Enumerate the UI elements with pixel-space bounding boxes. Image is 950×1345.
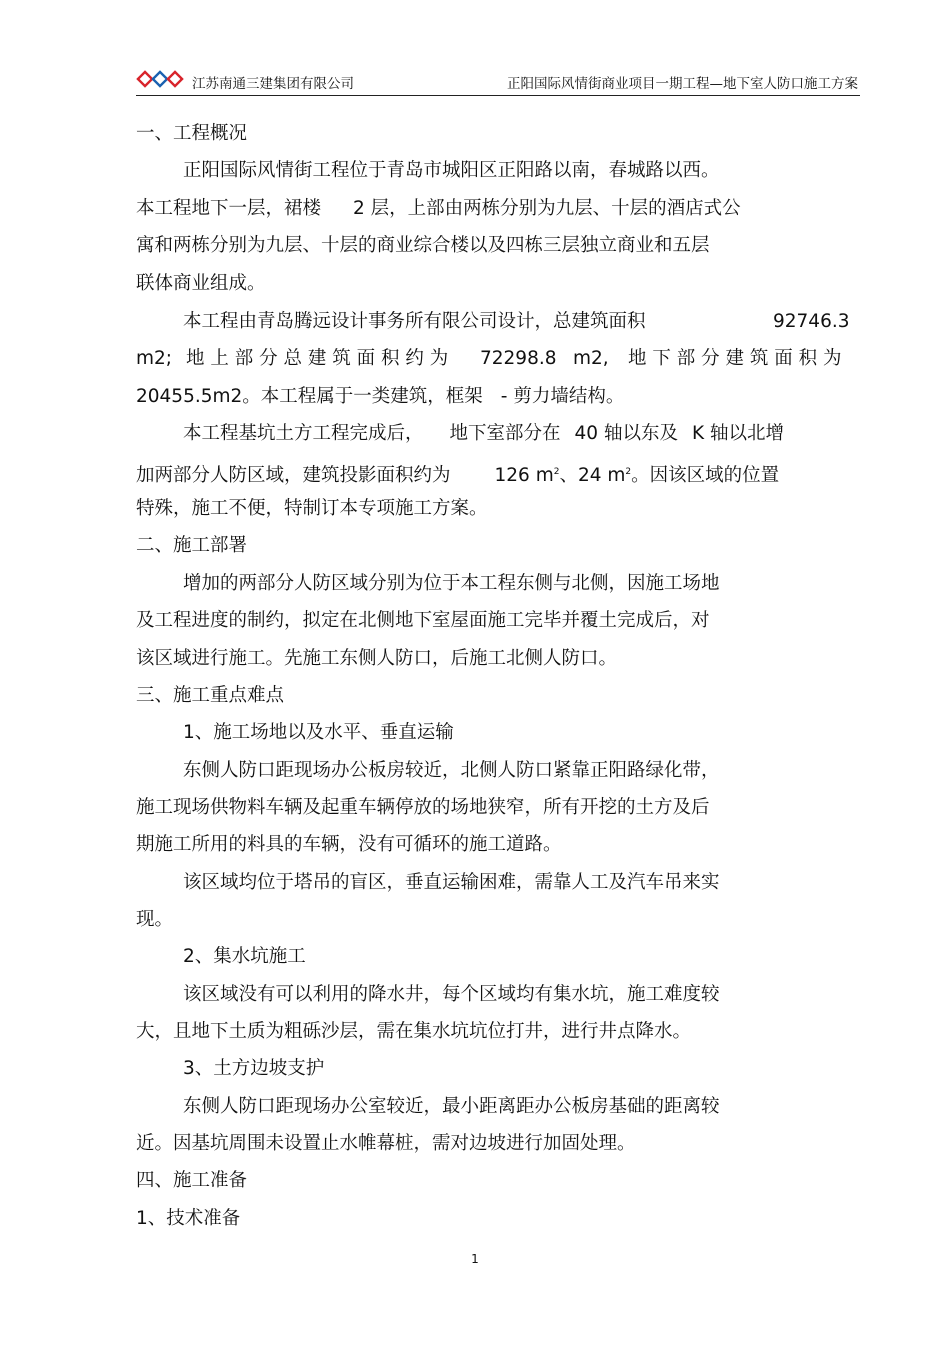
paragraph-line: 该区域均位于塔吊的盲区，垂直运输困难，需靠人工及汽车吊来实 [183,872,720,893]
section-heading-1: 一、工程概况 [136,123,248,144]
page-header [136,66,860,98]
subheading: 2、集水坑施工 [183,946,306,967]
paragraph-line: 及工程进度的制约，拟定在北侧地下室屋面施工完毕并覆土完成后，对 [136,610,710,631]
page-number: 1 [471,1252,479,1266]
company-name: 江苏南通三建集团有限公司 [192,76,354,92]
paragraph-line: 施工现场供物料车辆及起重车辆停放的场地狭窄，所有开挖的土方及后 [136,797,710,818]
paragraph-line: 现。 [136,909,174,930]
section-heading-2: 二、施工部署 [136,535,248,556]
subheading: 3、土方边坡支护 [183,1058,325,1079]
paragraph-line: 20455.5m2。本工程属于一类建筑，框架 - 剪力墙结构。 [136,386,625,407]
paragraph-line: 本工程由青岛腾远设计事务所有限公司设计，总建筑面积 [183,311,646,332]
paragraph-line: 近。因基坑周围未设置止水帷幕桩，需对边坡进行加固处理。 [136,1133,636,1154]
paragraph-line: 本工程地下一层，裙楼 2 层，上部由两栋分别为九层、十层的酒店式公 [136,198,741,219]
paragraph-line: 特殊，施工不便，特制订本专项施工方案。 [136,498,488,519]
paragraph-line: 东侧人防口距现场办公室较近，最小距离距办公板房基础的距离较 [183,1096,720,1117]
project-title: 正阳国际风情街商业项目一期工程—地下室人防口施工方案 [507,76,858,92]
paragraph-line: 大，且地下土质为粗砾沙层，需在集水坑坑位打井，进行井点降水。 [136,1021,692,1042]
company-logo [136,70,184,88]
section-heading-3: 三、施工重点难点 [136,685,285,706]
paragraph-line: 本工程基坑土方工程完成后， 地下室部分在 40 轴以东及 K 轴以北增 [183,423,784,444]
header-divider [136,95,860,96]
paragraph-line: 正阳国际风情街工程位于青岛市城阳区正阳路以南，春城路以西。 [183,160,720,181]
paragraph-line: 92746.3 [773,311,850,332]
section-heading-4: 四、施工准备 [136,1170,248,1191]
paragraph-line: 增加的两部分人防区域分别为位于本工程东侧与北侧，因施工场地 [183,573,720,594]
paragraph-line: 寓和两栋分别为九层、十层的商业综合楼以及四栋三层独立商业和五层 [136,235,710,256]
subheading: 1、技术准备 [136,1208,241,1229]
paragraph-line: m2; [136,348,173,369]
paragraph-line: 联体商业组成。 [136,273,266,294]
paragraph-line: m2, [573,348,609,369]
paragraph-line: 地 下 部 分 建 筑 面 积 为 [628,348,842,369]
paragraph-line: 加两部分人防区域，建筑投影面积约为 126 $m^2$、24 $m^2$。因该区域的位置 [136,465,780,487]
paragraph-line: 地 上 部 分 总 建 筑 面 积 约 为 [186,348,449,369]
paragraph-line: 东侧人防口距现场办公板房较近，北侧人防口紧靠正阳路绿化带， [183,760,720,781]
paragraph-line: 72298.8 [480,348,557,369]
subheading: 1、施工场地以及水平、垂直运输 [183,722,454,743]
paragraph-line: 期施工所用的料具的车辆，没有可循环的施工道路。 [136,834,562,855]
paragraph-line: 该区域没有可以利用的降水井，每个区域均有集水坑，施工难度较 [183,984,720,1005]
paragraph-line: 该区域进行施工。先施工东侧人防口，后施工北侧人防口。 [136,648,618,669]
